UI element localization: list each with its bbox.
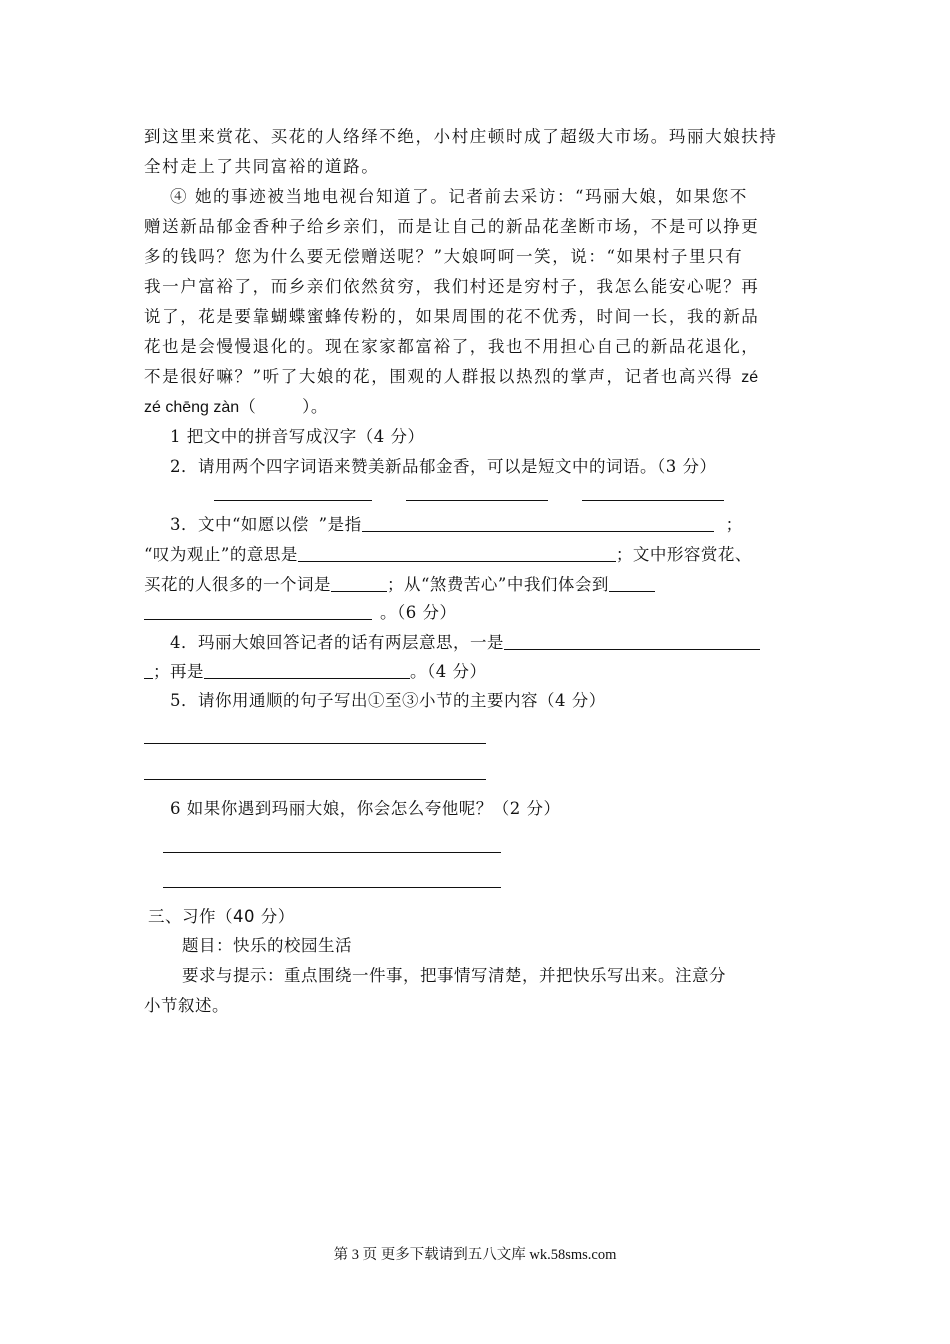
question-3 — [170, 513, 743, 537]
answer-blank-text: （ ）。 — [239, 397, 328, 416]
page-footer: 第 3 页 更多下载请到五八文库 wk.58sms.com — [333, 1247, 617, 1263]
passage-line — [144, 395, 328, 420]
question-text: “叹为观止”的意思是 — [144, 545, 298, 564]
question-4 — [170, 631, 760, 655]
question-5: 5．请你用通顺的句子写出①至③小节的主要内容（4 分） — [170, 691, 606, 710]
pinyin-text: zé — [741, 369, 759, 386]
question-text: ；再是 — [153, 662, 204, 681]
answer-line[interactable] — [144, 779, 486, 780]
question-text: ；从“煞费苦心”中我们体会到 — [387, 575, 609, 594]
answer-line[interactable] — [163, 887, 501, 888]
answer-blank[interactable] — [362, 514, 714, 532]
question-text: 。（4 分） — [410, 662, 487, 681]
answer-line[interactable] — [214, 500, 372, 501]
question-text: 4．玛丽大娘回答记者的话有两层意思，一是 — [170, 633, 504, 652]
answer-blank[interactable] — [504, 632, 760, 650]
question-2: 2．请用两个四字词语来赞美新品郁金香，可以是短文中的词语。（3 分） — [170, 457, 717, 476]
question-text: 3．文中“如愿以偿 ”是指 — [170, 515, 362, 534]
question-text: ；文中形容赏花、 — [615, 545, 752, 564]
answer-line[interactable] — [144, 743, 486, 744]
composition-title: 题目：快乐的校园生活 — [182, 936, 352, 955]
passage-line: 多的钱吗？您为什么要无偿赠送呢？”大娘呵呵一笑，说：“如果村子里只有 — [144, 247, 744, 266]
passage-line: 我一户富裕了，而乡亲们依然贫穷，我们村还是穷村子，我怎么能安心呢？再 — [144, 277, 760, 296]
answer-line[interactable] — [582, 500, 724, 501]
answer-blank[interactable] — [144, 661, 153, 679]
passage-text: 不是很好嘛？”听了大娘的花，围观的人群报以热烈的掌声，记者也高兴得 — [144, 367, 734, 386]
answer-blank[interactable] — [609, 574, 655, 592]
passage-line: 到这里来赏花、买花的人络绎不绝，小村庄顿时成了超级大市场。玛丽大娘扶持 — [144, 127, 778, 146]
composition-requirement: 小节叙述。 — [144, 996, 229, 1015]
composition-requirement: 要求与提示：重点围绕一件事，把事情写清楚，并把快乐写出来。注意分 — [182, 966, 726, 985]
question-3-line — [144, 543, 752, 567]
answer-blank[interactable] — [144, 602, 372, 620]
question-4-line — [144, 660, 487, 684]
answer-line[interactable] — [163, 852, 501, 853]
pinyin-text: zé chēng zàn — [144, 399, 240, 416]
answer-blank[interactable] — [298, 544, 616, 562]
passage-line: ④ 她的事迹被当地电视台知道了。记者前去采访：“玛丽大娘，如果您不 — [170, 187, 748, 206]
question-3-line — [144, 601, 457, 625]
answer-line[interactable] — [406, 500, 548, 501]
answer-blank[interactable] — [204, 661, 410, 679]
answer-blank[interactable] — [331, 574, 387, 592]
section-heading: 三、习作（40 分） — [148, 907, 295, 926]
question-6: 6 如果你遇到玛丽大娘，你会怎么夸他呢？（2 分） — [170, 799, 561, 818]
passage-line: 说了，花是要靠蝴蝶蜜蜂传粉的，如果周围的花不优秀，时间一长，我的新品 — [144, 307, 760, 326]
passage-line: 全村走上了共同富裕的道路。 — [144, 157, 380, 176]
passage-line — [144, 365, 758, 390]
question-text: 。（6 分） — [380, 603, 457, 622]
passage-line: 花也是会慢慢退化的。现在家家都富裕了，我也不用担心自己的新品花退化， — [144, 337, 760, 356]
question-1: 1 把文中的拼音写成汉字（4 分） — [170, 427, 425, 446]
question-text: ； — [725, 515, 743, 534]
question-text: 买花的人很多的一个词是 — [144, 575, 331, 594]
passage-line: 赠送新品郁金香种子给乡亲们，而是让自己的新品花垄断市场，不是可以挣更 — [144, 217, 760, 236]
question-3-line — [144, 573, 655, 597]
